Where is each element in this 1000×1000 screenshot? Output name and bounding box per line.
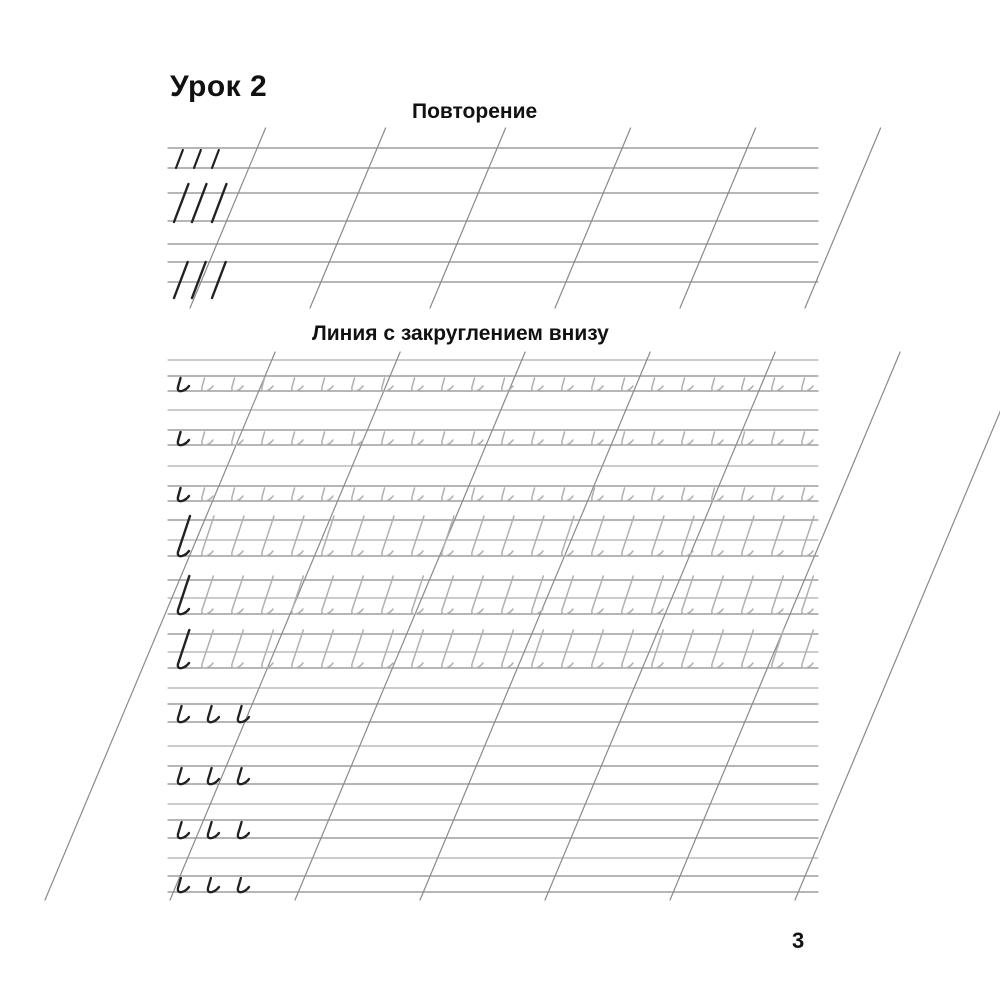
letter-glyph xyxy=(592,378,603,391)
letter-glyph xyxy=(592,516,604,556)
letter-glyph xyxy=(232,576,243,614)
letter-glyph xyxy=(322,378,333,391)
letter-glyph xyxy=(502,630,513,668)
letter-glyph xyxy=(178,822,189,838)
sample-stroke xyxy=(174,262,188,298)
letter-glyph xyxy=(682,488,693,501)
letter-glyph xyxy=(802,432,813,445)
letter-glyph xyxy=(292,516,304,556)
letter-glyph xyxy=(502,576,513,614)
letter-glyph xyxy=(532,630,543,668)
letter-glyph xyxy=(238,878,249,892)
letter-glyph xyxy=(232,630,243,668)
letter-glyph xyxy=(238,706,249,722)
letter-glyph xyxy=(292,576,303,614)
letter-glyph xyxy=(382,488,393,501)
letter-glyph xyxy=(592,488,603,501)
letter-glyph xyxy=(652,516,664,556)
letter-glyph xyxy=(712,630,723,668)
letter-glyph xyxy=(442,378,453,391)
sample-stroke xyxy=(194,150,201,168)
letter-glyph xyxy=(532,432,543,445)
letter-glyph xyxy=(178,630,189,668)
lesson-title: Урок 2 xyxy=(170,70,268,103)
letter-glyph xyxy=(178,706,189,722)
letter-glyph xyxy=(262,488,273,501)
letter-glyph xyxy=(472,488,483,501)
letter-glyph xyxy=(712,432,723,445)
letter-glyph xyxy=(532,378,543,391)
letter-glyph xyxy=(352,488,363,501)
letter-glyph xyxy=(712,516,724,556)
letter-glyph xyxy=(292,432,303,445)
letter-glyph xyxy=(262,378,273,391)
slant-guide-line xyxy=(430,128,506,308)
letter-glyph xyxy=(682,432,693,445)
letter-glyph xyxy=(742,576,753,614)
letter-glyph xyxy=(622,432,633,445)
letter-glyph xyxy=(352,576,363,614)
letter-glyph xyxy=(772,516,784,556)
slant-guide-line xyxy=(795,352,1000,900)
slant-guide-line xyxy=(805,128,881,308)
letter-glyph xyxy=(262,432,273,445)
letter-glyph xyxy=(742,432,753,445)
letter-glyph xyxy=(652,630,663,668)
letter-glyph xyxy=(322,488,333,501)
section-title-rounded-line: Линия с закруглением внизу xyxy=(312,322,609,345)
letter-glyph xyxy=(652,378,663,391)
letter-glyph xyxy=(352,516,364,556)
letter-glyph xyxy=(652,576,663,614)
letter-glyph xyxy=(802,378,813,391)
letter-glyph xyxy=(772,630,783,668)
letter-glyph xyxy=(178,378,189,391)
slant-guide-line xyxy=(45,352,275,900)
letter-glyph xyxy=(502,432,513,445)
letter-glyph xyxy=(412,488,423,501)
sample-stroke xyxy=(176,150,183,168)
letter-glyph xyxy=(622,576,633,614)
letter-glyph xyxy=(442,516,454,556)
letter-glyph xyxy=(208,768,219,784)
letter-glyph xyxy=(772,432,783,445)
letter-glyph xyxy=(322,630,333,668)
letter-glyph xyxy=(622,488,633,501)
slant-guide-line xyxy=(190,128,266,308)
letter-glyph xyxy=(208,878,219,892)
letter-glyph xyxy=(382,432,393,445)
slant-guide-line xyxy=(670,352,900,900)
letter-glyph xyxy=(238,768,249,784)
letter-glyph xyxy=(592,576,603,614)
letter-glyph xyxy=(178,576,189,614)
letter-glyph xyxy=(682,576,693,614)
letter-glyph xyxy=(352,630,363,668)
letter-glyph xyxy=(322,516,334,556)
letter-glyph xyxy=(412,516,424,556)
letter-glyph xyxy=(208,706,219,722)
sample-stroke xyxy=(212,262,226,298)
letter-glyph xyxy=(562,488,573,501)
letter-glyph xyxy=(742,378,753,391)
letter-glyph xyxy=(562,432,573,445)
letter-glyph xyxy=(742,488,753,501)
letter-glyph xyxy=(682,630,693,668)
slant-guide-line xyxy=(420,352,650,900)
letter-glyph xyxy=(202,378,213,391)
letter-glyph xyxy=(202,576,213,614)
sample-stroke xyxy=(192,184,206,222)
letter-glyph xyxy=(472,576,483,614)
letter-glyph xyxy=(442,488,453,501)
letter-glyph xyxy=(442,630,453,668)
letter-glyph xyxy=(592,630,603,668)
letter-glyph xyxy=(802,516,814,556)
letter-glyph xyxy=(382,576,393,614)
letter-glyph xyxy=(382,378,393,391)
letter-glyph xyxy=(772,488,783,501)
letter-glyph xyxy=(532,488,543,501)
letter-glyph xyxy=(262,630,273,668)
slant-guide-line xyxy=(545,352,775,900)
letter-glyph xyxy=(202,630,213,668)
letter-glyph xyxy=(652,488,663,501)
letter-glyph xyxy=(292,488,303,501)
letter-glyph xyxy=(472,378,483,391)
letter-glyph xyxy=(178,878,189,892)
letter-glyph xyxy=(322,576,333,614)
letter-glyph xyxy=(412,378,423,391)
letter-glyph xyxy=(502,488,513,501)
letter-glyph xyxy=(442,576,453,614)
letter-glyph xyxy=(178,516,190,556)
slant-guide-line xyxy=(310,128,386,308)
letter-glyph xyxy=(472,630,483,668)
letter-glyph xyxy=(772,378,783,391)
letter-glyph xyxy=(742,516,754,556)
letter-glyph xyxy=(472,432,483,445)
letter-glyph xyxy=(562,630,573,668)
letter-glyph xyxy=(238,822,249,838)
letter-glyph xyxy=(208,822,219,838)
letter-glyph xyxy=(592,432,603,445)
letter-glyph xyxy=(178,488,189,501)
letter-glyph xyxy=(232,488,243,501)
letter-glyph xyxy=(292,378,303,391)
sample-stroke xyxy=(174,184,188,222)
letter-glyph xyxy=(772,576,783,614)
letter-glyph xyxy=(532,516,544,556)
letter-glyph xyxy=(262,576,273,614)
letter-glyph xyxy=(652,432,663,445)
letter-glyph xyxy=(502,516,514,556)
sample-stroke xyxy=(212,184,226,222)
letter-glyph xyxy=(292,630,303,668)
letter-glyph xyxy=(382,630,393,668)
letter-glyph xyxy=(562,378,573,391)
letter-glyph xyxy=(742,630,753,668)
letter-glyph xyxy=(178,768,189,784)
letter-glyph xyxy=(202,488,213,501)
letter-glyph xyxy=(202,432,213,445)
letter-glyph xyxy=(352,378,363,391)
letter-glyph xyxy=(232,378,243,391)
sample-stroke xyxy=(212,150,219,168)
slant-guide-line xyxy=(555,128,631,308)
letter-glyph xyxy=(712,576,723,614)
letter-glyph xyxy=(412,432,423,445)
letter-glyph xyxy=(442,432,453,445)
letter-glyph xyxy=(562,576,573,614)
letter-glyph xyxy=(622,630,633,668)
letter-glyph xyxy=(382,516,394,556)
letter-glyph xyxy=(412,630,423,668)
sample-stroke xyxy=(192,262,206,298)
letter-glyph xyxy=(232,516,244,556)
letter-glyph xyxy=(178,432,189,445)
letter-glyph xyxy=(532,576,543,614)
letter-glyph xyxy=(622,378,633,391)
slant-guide-line xyxy=(295,352,525,900)
letter-glyph xyxy=(802,630,813,668)
letter-glyph xyxy=(262,516,274,556)
letter-glyph xyxy=(562,516,574,556)
letter-glyph xyxy=(622,516,634,556)
letter-glyph xyxy=(712,378,723,391)
page-number: 3 xyxy=(792,928,805,953)
letter-glyph xyxy=(472,516,484,556)
section-title-repetition: Повторение xyxy=(412,100,538,123)
letter-glyph xyxy=(682,378,693,391)
letter-glyph xyxy=(802,488,813,501)
slant-guide-line xyxy=(680,128,756,308)
letter-glyph xyxy=(322,432,333,445)
